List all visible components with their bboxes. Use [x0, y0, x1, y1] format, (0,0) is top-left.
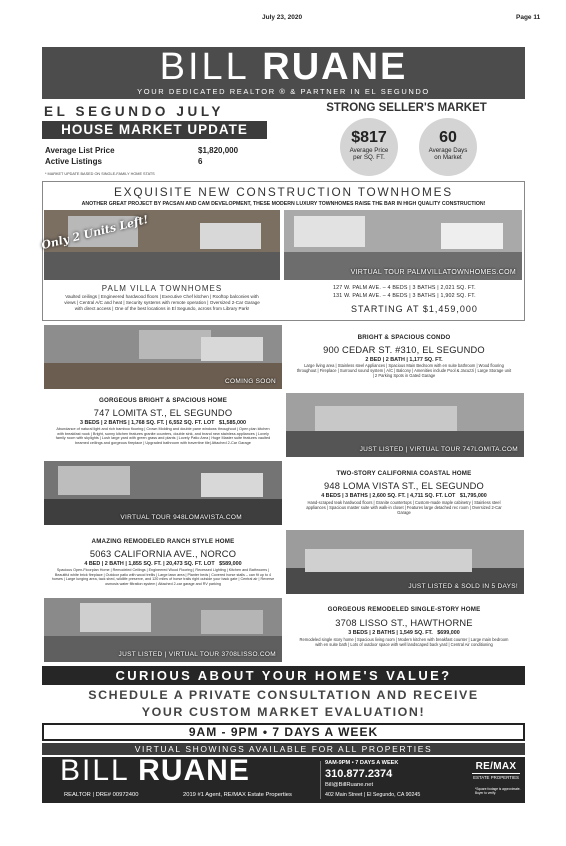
listing-cedar-title: BRIGHT & SPACIOUS CONDO [357, 334, 451, 341]
active-listings-label: Active Listings [45, 157, 102, 166]
townhomes-living-photo [284, 210, 522, 280]
townhomes-starting-price: STARTING AT $1,459,000 [351, 304, 478, 314]
listing-lomita-title: GORGEOUS BRIGHT & SPACIOUS HOME [98, 397, 228, 404]
footer-email[interactable]: Bill@BillRuane.net [325, 782, 374, 788]
listing-norco-title: AMAZING REMODELED RANCH STYLE HOME [91, 538, 235, 545]
price-per-sqft-label: Average Price per SQ. FT. [349, 147, 389, 162]
listing-cedar-address: 900 CEDAR ST. #310, EL SEGUNDO [323, 345, 485, 355]
footer-name [60, 754, 250, 788]
banner-tagline: YOUR DEDICATED REALTOR ® & PARTNER IN EL SEGUNDO [137, 87, 430, 96]
listing-norco-specs: 4 BED | 2 BATH | 1,855 SQ. FT. | 20,473 SQ. FT. LOT $589,000 [84, 561, 242, 567]
listing-lomita-price: $1,585,000 [218, 420, 246, 426]
only-2-units-badge: Only 2 Units Left! [40, 212, 150, 253]
footer-hours: 9AM-9PM • 7 DAYS A WEEK [325, 760, 399, 766]
listing-lomita-address: 747 LOMITA ST., EL SEGUNDO [93, 408, 233, 418]
avg-list-label: Average List Price [45, 146, 115, 155]
footer-last-name: RUANE [138, 754, 250, 787]
listing-lisso-description: Remodeled single story home | Spacious living room | Modern kitchen with breakfast counter | Large main bedroom with en suite bath | Lots of outdoor space with well landscaped back yard | Central Air conditioning [299, 637, 509, 648]
footer-divider [320, 761, 321, 799]
footer-address: 402 Main Street | El Segundo, CA 90245 [325, 792, 421, 798]
market-footnote: * MARKET UPDATE BASED ON SINGLE-FAMILY HOME STATS [45, 172, 155, 176]
price-per-sqft-bubble [340, 118, 398, 176]
listing-norco-photo [286, 530, 524, 594]
listing-norco-description: Spacious Open-Floorplan Home | Remodeled Ceilings | Engineered Wood Flooring | Recessed Lighting | Kitchen and Bathrooms | Beautiful white brick fireplace | Outdoor patio with wood trellis | Large lawn area | Planter beds | Covered horse stalls – can fit up to 4 horses | Large lunging area, tack shed, wildlife preserve, and 120 miles of horse trails right outside your back gate | Central air | Reverse osmosis water filtration system | Attached 2-car garage and RV parking [51, 568, 275, 586]
listing-lomavista-photo [44, 461, 282, 525]
days-on-market-bubble [419, 118, 477, 176]
strong-sellers-market: STRONG SELLER'S MARKET [326, 102, 487, 114]
townhomes-heading: EXQUISITE NEW CONSTRUCTION TOWNHOMES [114, 185, 453, 199]
listing-lomavista-specs: 4 BEDS | 3 BATHS | 2,600 SQ. FT. | 4,711 SQ. FT. LOT $1,795,000 [321, 493, 487, 499]
price-per-sqft-value: $817 [351, 129, 387, 146]
listing-lomita-caption: JUST LISTED | VIRTUAL TOUR 747LOMITA.COM [359, 446, 518, 453]
listing-lomavista-address: 948 LOMA VISTA ST., EL SEGUNDO [324, 481, 484, 491]
banner-name [42, 46, 525, 89]
banner-last-name: RUANE [262, 46, 408, 88]
listing-cedar-description: Large living area | Stainless steel Appliances | Spacious Main Bedroom with en suite bathroom | Wood flooring throughout | Fireplace | Surround sound system | A/C | Balcony | Amenities include Pool & Jacuzzi | Large Storage unit | 2 Parking Spots in Gated Garage [296, 363, 512, 379]
listing-cedar-specs: 2 BED | 2 BATH | 1,177 SQ. FT. [365, 357, 443, 363]
footer-award: 2019 #1 Agent, RE/MAX Estate Properties [183, 792, 292, 798]
curious-banner: CURIOUS ABOUT YOUR HOME'S VALUE? [42, 666, 525, 685]
townhomes-unit-1: 127 W. PALM AVE. – 4 BEDS | 3 BATHS | 2,021 SQ. FT. [333, 285, 476, 291]
schedule-line-1: SCHEDULE A PRIVATE CONSULTATION AND RECEIVE [88, 688, 479, 702]
townhomes-virtual-tour: VIRTUAL TOUR PALMVILLATOWNHOMES.COM [350, 269, 516, 276]
listing-norco-address: 5063 CALIFORNIA AVE., NORCO [89, 549, 237, 559]
listing-norco-price: $589,000 [219, 561, 242, 567]
virtual-showings-bar: VIRTUAL SHOWINGS AVAILABLE FOR ALL PROPERTIES [42, 743, 525, 755]
sqft-note: *Square footage is approximate. Buyer to verify. [475, 787, 521, 795]
active-listings-value: 6 [198, 157, 203, 166]
footer-phone: 310.877.2374 [325, 768, 393, 780]
listing-lisso-price: $699,000 [437, 630, 460, 636]
townhomes-unit-2: 131 W. PALM AVE. – 4 BEDS | 3 BATHS | 1,902 SQ. FT. [333, 293, 476, 299]
listing-lomita-photo [286, 393, 524, 457]
listing-lisso-title: GORGEOUS REMODELED SINGLE-STORY HOME [327, 606, 481, 613]
listing-norco-caption: JUST LISTED & SOLD IN 5 DAYS! [408, 583, 518, 590]
remax-logo [472, 761, 520, 780]
listing-lomita-specs: 3 BEDS | 2 BATHS | 1,768 SQ. FT. | 6,552 SQ. FT. LOT $1,585,000 [80, 420, 246, 426]
listing-lisso-address: 3708 LISSO ST., HAWTHORNE [335, 618, 473, 628]
listing-lomavista-price: $1,795,000 [459, 493, 487, 499]
townhomes-subheading: ANOTHER GREAT PROJECT BY PACSAN AND CAM DEVELOPMENT, THESE MODERN LUXURY TOWNHOMES RAISE THE BAR IN HIGH QUALITY CONSTRUCTION! [81, 201, 486, 207]
days-on-market-value: 60 [439, 129, 457, 146]
banner-first-name: BILL [159, 46, 250, 88]
days-on-market-label: Average Days on Market [428, 147, 468, 162]
footer-realtor: REALTOR | DRE# 00972400 [64, 792, 139, 798]
hours-bar: 9AM - 9PM • 7 DAYS A WEEK [42, 723, 525, 741]
remax-subtitle: ESTATE PROPERTIES [473, 775, 519, 780]
listing-lomita-description: Abundance of natural light and rich bamboo flooring | Crown Molding and double pane windows throughout | Open plan kitchen with breakfast nook | Bright, sunny kitchen features granite counters, double sink, and brand new stainless appliances | Lovely family room with skylights | Lush large yard with green grass and plants | Lovely Patio Area | Huge Master suite features vaulted beamed ceilings and gorgeous fireplace | Upgraded bathroom with travertine tile| Attached 2-Car Garage [55, 427, 271, 446]
market-title: EL SEGUNDO JULY [44, 104, 225, 119]
townhomes-description: Vaulted ceilings | Engineered hardwood floors | Executive Chef kitchen | Rooftop balconies with views | Central A/C and heat | Security systems with remote operation | Oversized 2-Car Garage with direct access | One of the best locations in El Segundo, across from Library Park! [64, 294, 260, 312]
issue-date: July 23, 2020 [262, 14, 303, 21]
listing-cedar-photo [44, 325, 282, 389]
townhomes-kitchen-photo [44, 210, 280, 280]
listing-lisso-specs: 3 BEDS | 2 BATHS | 1,549 SQ. FT. $699,000 [348, 630, 460, 636]
page-number: Page 11 [516, 14, 541, 21]
schedule-line-2: YOUR CUSTOM MARKET EVALUATION! [141, 705, 426, 719]
remax-wordmark: RE/MAX [475, 761, 517, 772]
avg-list-value: $1,820,000 [198, 146, 239, 155]
footer-first-name: BILL [60, 754, 130, 787]
listing-lisso-photo [44, 598, 282, 662]
market-subtitle: HOUSE MARKET UPDATE [42, 121, 267, 139]
listing-lomavista-caption: VIRTUAL TOUR 948LOMAVISTA.COM [120, 514, 242, 521]
listing-lomavista-title: TWO-STORY CALIFORNIA COASTAL HOME [336, 470, 472, 477]
listing-lisso-caption: JUST LISTED | VIRTUAL TOUR 3708LISSO.COM [118, 651, 276, 658]
listing-cedar-caption: COMING SOON [225, 378, 276, 385]
listing-lomavista-description: Hand-scraped teak hardwood floors | Granite countertops | Custom-made maple cabinetry | Stainless steel appliances | Spacious master suite with walk-in closet | Features large detached rec room | Oversized 2-Car Garage [306, 500, 502, 516]
townhomes-name: PALM VILLA TOWNHOMES [101, 284, 223, 293]
